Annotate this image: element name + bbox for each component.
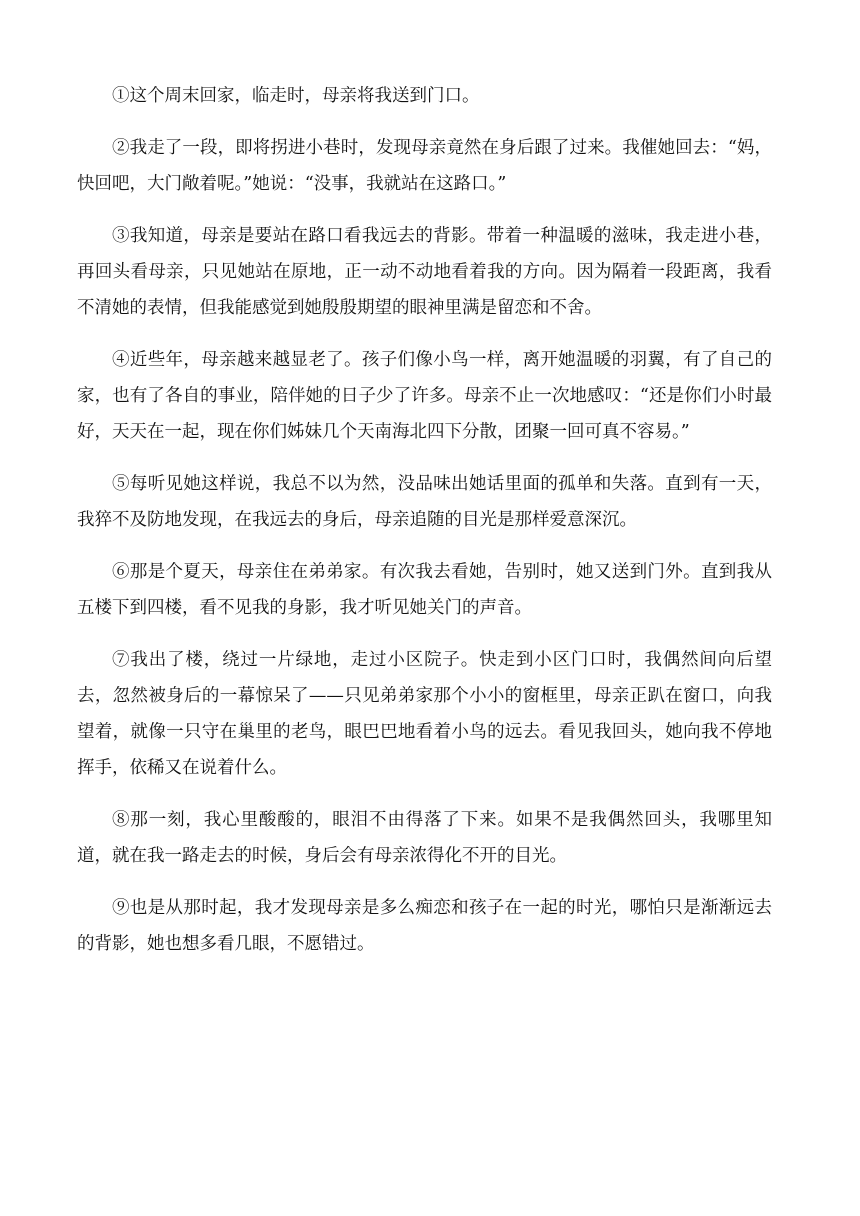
paragraph-1: ①这个周末回家，临走时，母亲将我送到门口。 bbox=[112, 86, 480, 106]
paragraph-7: ⑦我出了楼，绕过一片绿地，走过小区院子。快走到小区门口时，我偶然间向后望去，忽然被身后的一幕惊呆了——只见弟弟家那个小小的窗框里，母亲正趴在窗口，向我望着，就像一只守在巢里的老鸟，眼巴巴地看着小鸟的远去。看见我回头，她向我不停地挥手，依稀又在说着什么。 bbox=[77, 650, 772, 778]
paragraph-5: ⑤每听见她这样说，我总不以为然，没品味出她话里面的孤单和失落。直到有一天，我猝不及防地发现，在我远去的身后，母亲追随的目光是那样爱意深沉。 bbox=[77, 474, 772, 530]
paragraph-9: ⑨也是从那时起，我才发现母亲是多么痴恋和孩子在一起的时光，哪怕只是渐渐远去的背影，她也想多看几眼，不愿错过。 bbox=[77, 898, 772, 954]
paragraph-8: ⑧那一刻，我心里酸酸的，眼泪不由得落了下来。如果不是我偶然回头，我哪里知道，就在我一路走去的时候，身后会有母亲浓得化不开的目光。 bbox=[77, 810, 772, 866]
paragraph-3: ③我知道，母亲是要站在路口看我远去的背影。带着一种温暖的滋味，我走进小巷，再回头看母亲，只见她站在原地，正一动不动地看着我的方向。因为隔着一段距离，我看不清她的表情，但我能感觉到她殷殷期望的眼神里满是留恋和不舍。 bbox=[77, 226, 772, 318]
paragraph-4: ④近些年，母亲越来越显老了。孩子们像小鸟一样，离开她温暖的羽翼，有了自己的家，也有了各自的事业，陪伴她的日子少了许多。母亲不止一次地感叹：“还是你们小时最好，天天在一起，现在你们姊妹几个天南海北四下分散，团聚一回可真不容易。” bbox=[77, 350, 772, 442]
paragraph-6: ⑥那是个夏天，母亲住在弟弟家。有次我去看她，告别时，她又送到门外。直到我从五楼下到四楼，看不见我的身影，我才听见她关门的声音。 bbox=[77, 562, 772, 618]
paragraph-2: ②我走了一段，即将拐进小巷时，发现母亲竟然在身后跟了过来。我催她回去：“妈，快回吧，大门敞着呢。”她说：“没事，我就站在这路口。” bbox=[77, 138, 772, 194]
